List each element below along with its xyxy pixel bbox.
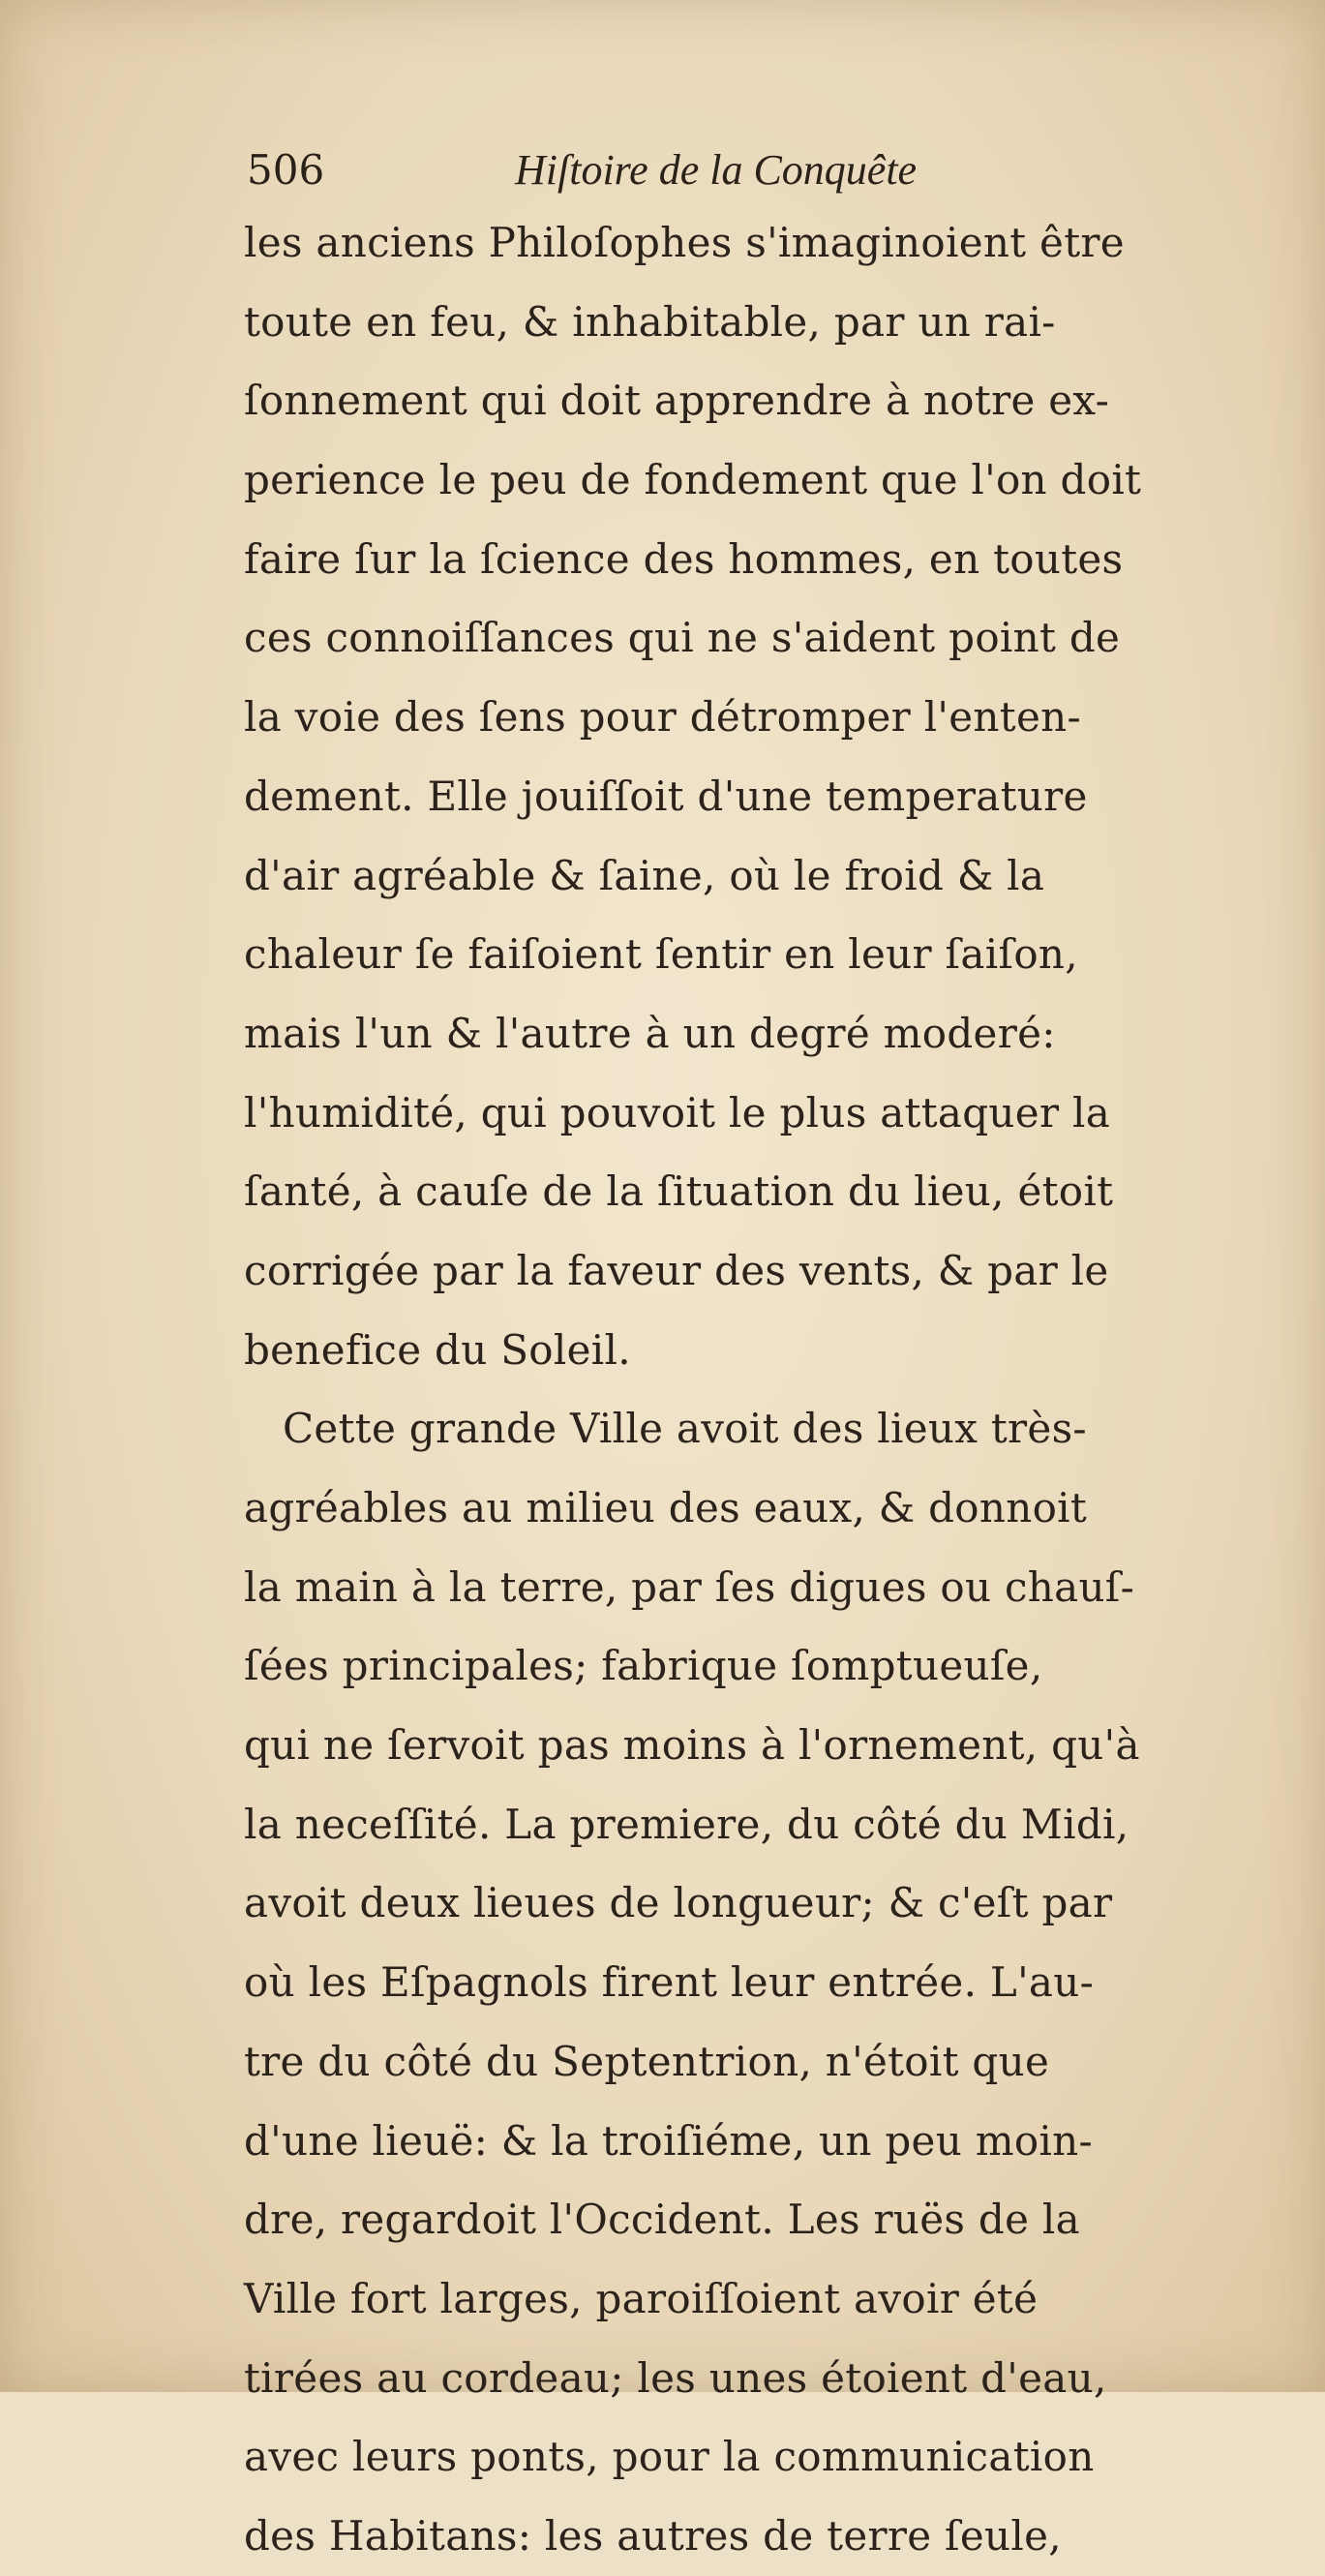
text-line: la neceſſité. La premiere, du côté du Midi,: [244, 1800, 1129, 1848]
text-line: avec leurs ponts, pour la communication: [244, 2433, 1095, 2481]
text-line: la main à la terre, par ſes digues ou chauſ-: [244, 1562, 1135, 1611]
text-line: la voie des ſens pour détromper l'enten-: [244, 693, 1081, 742]
text-line: tre du côté du Septentrion, n'étoit que: [244, 2037, 1050, 2085]
running-title: Hiſtoire de la Conquête: [515, 146, 918, 194]
text-line: benefice du Soleil.: [244, 1325, 631, 1374]
text-line: les anciens Philoſophes s'imaginoient être: [244, 219, 1125, 266]
text-line: dre, regardoit l'Occident. Les ruës de la: [244, 2196, 1080, 2244]
text-line: dement. Elle jouiſſoit d'une temperature: [244, 772, 1088, 820]
text-line: où les Eſpagnols firent leur entrée. L'au-: [244, 1958, 1095, 2007]
text-line: perience le peu de fondement que l'on doit: [244, 456, 1142, 504]
page-header: [247, 143, 1099, 201]
page-number: 506: [247, 146, 325, 194]
text-line: faire ſur la ſcience des hommes, en toutes: [244, 534, 1124, 583]
text-line: l'humidité, qui pouvoit le plus attaquer la: [244, 1088, 1111, 1136]
text-line: toute en feu, & inhabitable, par un rai-: [244, 297, 1056, 346]
text-line: chaleur ſe faiſoient ſentir en leur ſaiſon,: [244, 930, 1078, 979]
text-line: d'une lieuë: & la troiſiéme, un peu moin-: [244, 2116, 1093, 2165]
text-line: ſées principales; fabrique ſomptueuſe,: [244, 1642, 1043, 1690]
text-line: corrigée par la faveur des vents, & par le: [244, 1246, 1109, 1294]
paragraph-start-line: Cette grande Ville avoit des lieux très-: [283, 1405, 1087, 1453]
text-line: des Habitans: les autres de terre ſeule,: [244, 2511, 1062, 2560]
text-line: mais l'un & l'autre à un degré moderé:: [244, 1009, 1056, 1057]
text-line: tirées au cordeau; les unes étoient d'eau,: [244, 2353, 1107, 2402]
text-line: Ville fort larges, paroiſſoient avoir été: [244, 2274, 1039, 2322]
text-line: qui ne ſervoit pas moins à l'ornement, qu'à: [244, 1721, 1140, 1770]
text-line: avoit deux lieues de longueur; & c'eſt par: [244, 1879, 1113, 1927]
text-line: ſanté, à cauſe de la ſituation du lieu, étoit: [244, 1167, 1114, 1216]
text-line: d'air agréable & ſaine, où le froid & la: [244, 851, 1045, 899]
text-line: agréables au milieu des eaux, & donnoit: [244, 1484, 1088, 1531]
text-line: ſonnement qui doit apprendre à notre ex-: [244, 377, 1110, 425]
text-line: ces connoiſſances qui ne s'aident point de: [244, 614, 1121, 662]
body-text: [244, 203, 1284, 2576]
